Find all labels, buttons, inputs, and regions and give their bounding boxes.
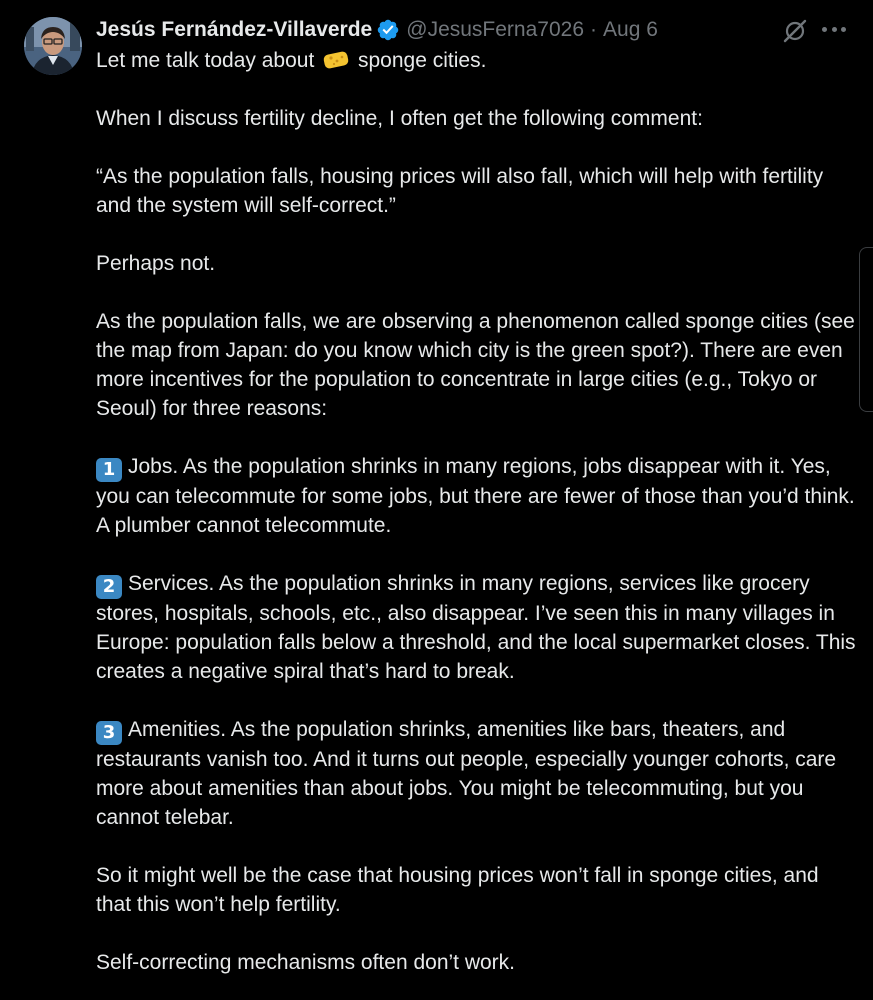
more-options-icon[interactable] — [822, 27, 846, 35]
tweet-header — [96, 14, 658, 46]
grok-icon[interactable] — [782, 18, 808, 44]
paragraph-6: Self-correcting mechanisms often don’t work. — [96, 951, 516, 974]
separator-dot: · — [590, 18, 598, 41]
intro-text-end: sponge cities. — [358, 49, 487, 72]
verified-badge-icon[interactable] — [376, 18, 400, 42]
paragraph-4: As the population falls, we are observing a phenomenon called sponge cities (see the map from Japan: do you know which city is the green spot?). There are even more incentives for the population to concentrate in large cities (e.g., Tokyo or Seoul) for three reasons: — [96, 310, 855, 420]
reason-text: Services. As the population shrinks in many regions, services like grocery stores, hospitals, schools, etc., also disappear. I’ve seen this in many villages in Europe: population falls below a threshold, and the local supermarket closes. This creates a negative spiral that’s hard to break. — [96, 572, 856, 683]
keycap-3-icon: 3 — [96, 721, 122, 745]
tweet-text — [96, 46, 856, 977]
reason-1 — [96, 452, 856, 540]
paragraph-2: “As the population falls, housing prices will also fall, which will help with fertility and the system will self-correct.” — [96, 165, 824, 217]
reason-text: Jobs. As the population shrinks in many regions, jobs disappear with it. Yes, you can telecommute for some jobs, but there are fewer of those than you’d think. A plumber cannot telecommute. — [96, 455, 855, 537]
avatar[interactable] — [24, 17, 82, 75]
author-handle[interactable]: @JesusFerna7026 — [406, 18, 585, 41]
intro-text: Let me talk today about — [96, 49, 315, 72]
keycap-1-icon: 1 — [96, 458, 122, 482]
keycap-2-icon: 2 — [96, 575, 122, 599]
intro-paragraph — [96, 46, 856, 75]
reason-2 — [96, 569, 856, 686]
paragraph-5: So it might well be the case that housing prices won’t fall in sponge cities, and that this won’t help fertility. — [96, 864, 819, 916]
scrollbar[interactable] — [859, 247, 873, 412]
reason-3 — [96, 715, 856, 832]
sponge-emoji — [322, 49, 350, 69]
reason-text: Amenities. As the population shrinks, amenities like bars, theaters, and restaurants vanish too. And it turns out people, especially younger cohorts, care more about amenities than about jobs. You might be telecommuting, but you cannot telebar. — [96, 718, 837, 829]
paragraph-1: When I discuss fertility decline, I often get the following comment: — [96, 107, 703, 130]
author-name[interactable]: Jesús Fernández-Villaverde — [96, 18, 373, 41]
paragraph-3: Perhaps not. — [96, 252, 216, 275]
profile-photo — [24, 17, 82, 75]
post-date[interactable]: Aug 6 — [603, 18, 658, 41]
